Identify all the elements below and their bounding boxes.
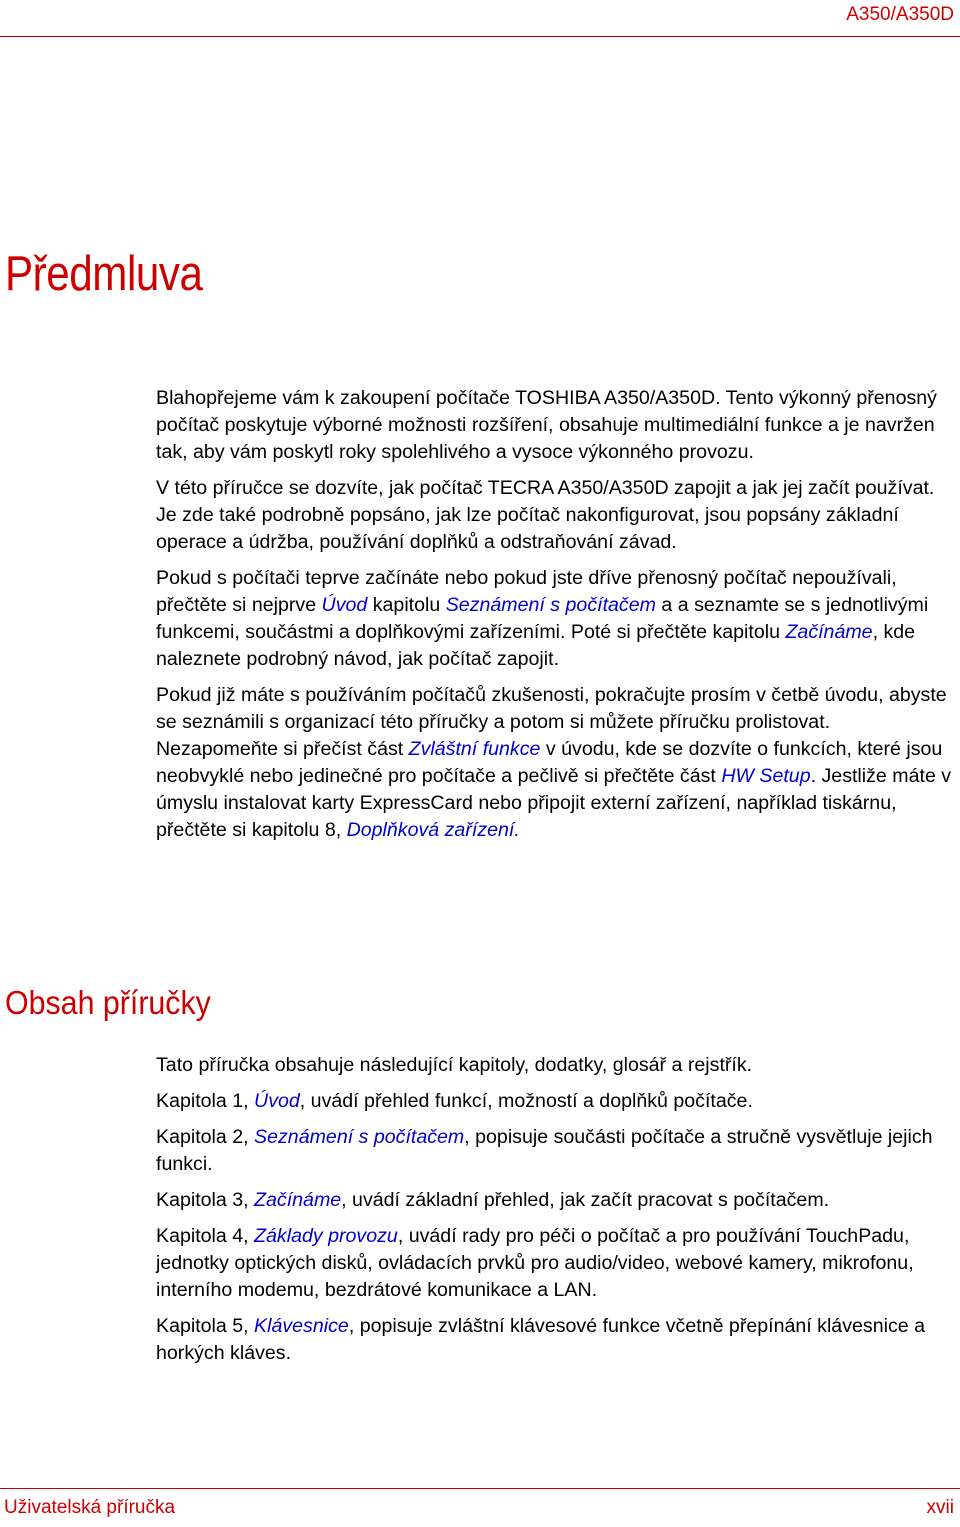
link-seznameni-s-pocitacem[interactable]: Seznámení s počítačem [445, 594, 656, 616]
link-chapter-5[interactable]: Klávesnice [254, 1315, 349, 1337]
link-chapter-4[interactable]: Základy provozu [254, 1225, 398, 1247]
link-zaciname[interactable]: Začínáme [785, 621, 873, 643]
link-doplnkova-zarizeni[interactable]: Doplňková zařízení. [346, 819, 520, 841]
text-run: a a seznamte se s jednotlivými funkcemi, součástmi a doplňkovými zařízeními. Poté si přečtěte kapitolu [156, 594, 929, 643]
text-run: , uvádí přehled funkcí, možností a doplňků počítače. [299, 1090, 753, 1112]
text-run: , uvádí základní přehled, jak začít pracovat s počítačem. [341, 1189, 830, 1211]
footer-page-number: xvii [926, 1497, 954, 1518]
text-run: , kde naleznete podrobný návod, jak počítač zapojit. [156, 621, 916, 670]
link-uvod[interactable]: Úvod [321, 594, 368, 616]
text-run: v úvodu, kde se dozvíte o funkcích, které jsou neobvyklé nebo jedinečné pro počítače a pečlivě si přečtěte část [156, 738, 943, 787]
intro-section [156, 385, 956, 853]
intro-paragraph-2: V této příručce se dozvíte, jak počítač TECRA A350/A350D zapojit a jak jej začít používat. Je zde také podrobně popsáno, jak lze počítač nakonfigurovat, jsou popsány základní operace a údržba, používání doplňků a odstraňování závad. [156, 477, 935, 553]
contents-heading: Obsah příručky [5, 984, 211, 1021]
text-run: Pokud již máte s používáním počítačů zkušenosti, pokračujte prosím v četbě úvodu, abyste se seznámili s organizací této příručky a potom si můžete příručku prolistovat. Nezapomeňte si přečíst část [156, 684, 947, 760]
text-run: Kapitola 2, [156, 1126, 255, 1148]
text-run: Kapitola 3, [156, 1189, 255, 1211]
chapter-3-entry [156, 1187, 956, 1214]
chapter-1-entry [156, 1088, 956, 1115]
page-header [0, 0, 960, 37]
chapter-2-entry [156, 1124, 956, 1178]
link-hw-setup[interactable]: HW Setup [721, 765, 811, 787]
chapter-4-entry [156, 1223, 956, 1304]
text-run: , popisuje zvláštní klávesové funkce včetně přepínání klávesnice a horkých kláves. [156, 1315, 925, 1364]
chapter-5-entry [156, 1313, 956, 1367]
intro-paragraph-4 [156, 682, 956, 844]
contents-section [156, 1052, 956, 1376]
text-run: Kapitola 5, [156, 1315, 255, 1337]
page-footer [0, 1488, 960, 1518]
text-run: Kapitola 1, [156, 1090, 255, 1112]
link-chapter-1[interactable]: Úvod [254, 1090, 300, 1112]
contents-lead: Tato příručka obsahuje následující kapitoly, dodatky, glosář a rejstřík. [156, 1054, 753, 1076]
text-run: . Jestliže máte v úmyslu instalovat karty ExpressCard nebo připojit externí zařízení, například tiskárnu, přečtěte si kapitolu 8, [156, 765, 952, 841]
text-run: kapitolu [367, 594, 446, 616]
intro-paragraph-3 [156, 565, 956, 673]
link-chapter-2[interactable]: Seznámení s počítačem [254, 1126, 465, 1148]
text-run: Pokud s počítači teprve začínáte nebo pokud jste dříve přenosný počítač nepoužívali, přečtěte si nejprve [156, 567, 897, 616]
text-run: , popisuje součásti počítače a stručně vysvětluje jejich funkci. [156, 1126, 933, 1175]
footer-manual-title: Uživatelská příručka [4, 1497, 176, 1518]
link-chapter-3[interactable]: Začínáme [254, 1189, 342, 1211]
header-model-label: A350/A350D [846, 4, 954, 25]
page-title: Předmluva [5, 247, 203, 301]
text-run: , uvádí rady pro péči o počítač a pro používání TouchPadu, jednotky optických disků, ovládacích prvků pro audio/video, webové kamery, mikrofonu, interního modemu, bezdrátové komunikace a LAN. [156, 1225, 914, 1301]
link-zvlastni-funkce[interactable]: Zvláštní funkce [408, 738, 541, 760]
text-run: Kapitola 4, [156, 1225, 255, 1247]
intro-paragraph-1: Blahopřejeme vám k zakoupení počítače TOSHIBA A350/A350D. Tento výkonný přenosný počítač poskytuje výborné možnosti rozšíření, obsahuje multimediální funkce a je navržen tak, aby vám poskytl roky spolehlivého a vysoce výkonného provozu. [156, 387, 937, 463]
